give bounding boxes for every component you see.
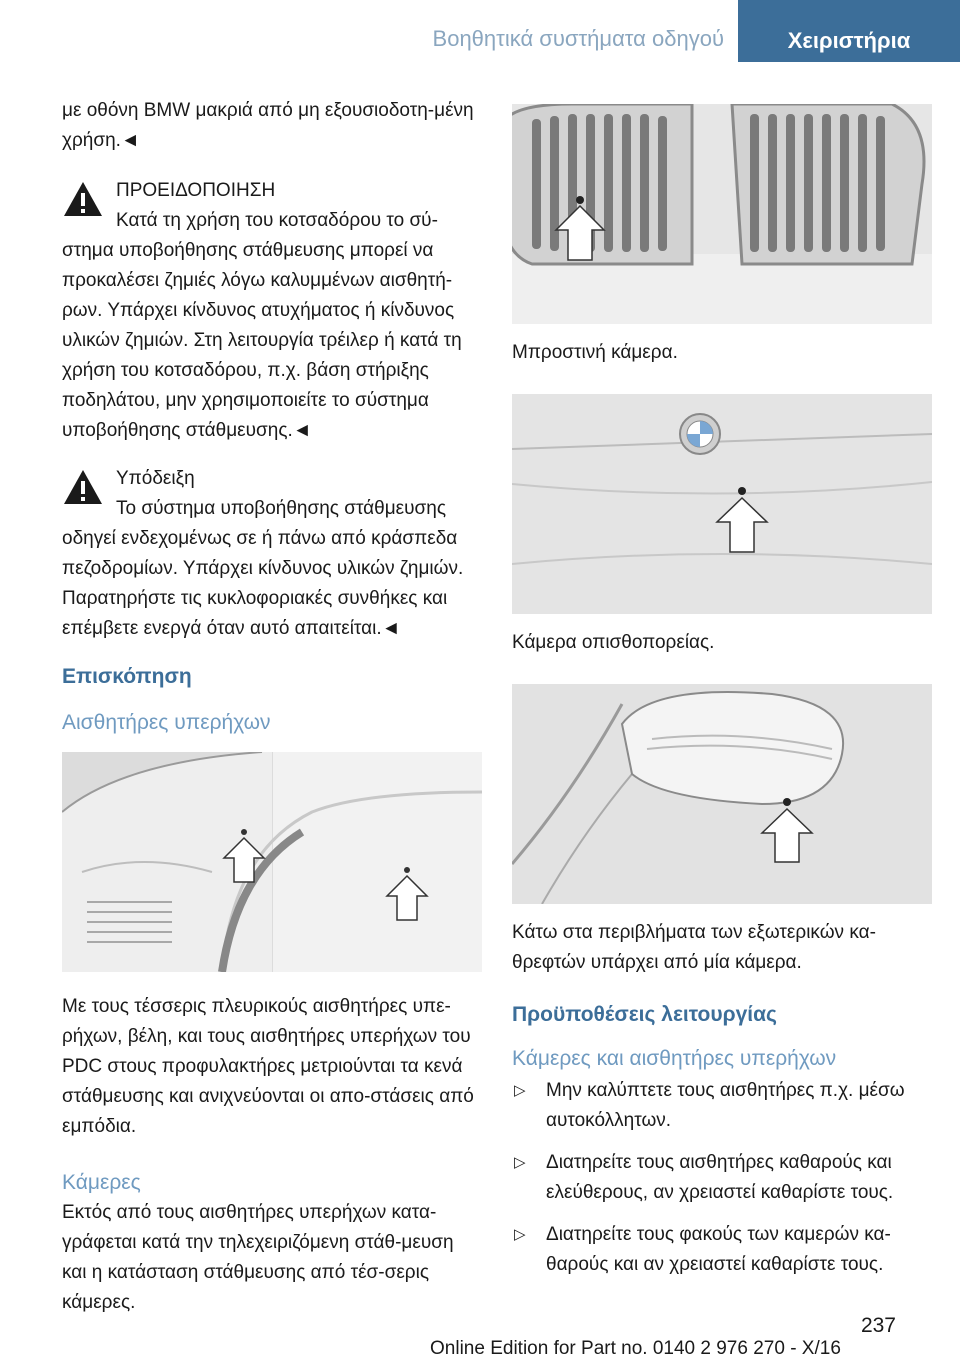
list-item — [512, 1220, 932, 1280]
heading-overview: Επισκόπηση — [62, 665, 192, 688]
warning-title: ΠΡΟΕΙΔΟΠΟΙΗΣΗ — [116, 180, 276, 201]
heading-cameras: Κάμερες — [62, 1171, 141, 1194]
list-item-text: Διατηρείτε τους φακούς των καμερών κα-θαρούς και αν χρειαστεί καθαρίστε τους. — [546, 1224, 891, 1275]
warning-box — [62, 176, 482, 446]
notice-box — [62, 464, 482, 644]
notice-title: Υπόδειξη — [116, 468, 195, 489]
figure-front-camera — [512, 104, 932, 324]
figure-mirror-camera — [512, 684, 932, 904]
rear-camera-illustration — [512, 394, 932, 614]
warning-text: στημα υποβοήθησης στάθμευσης μπορεί να προκαλέσει ζημιές λόγω καλυμμένων αισθητή-ρων. Υπάρχει κίνδυνος ατυχήματος ή κίνδυνος υλικών ζημιών. Στη λειτουργία τρέιλερ ή κατά τη χρήση του κοτσαδόρου, π.χ. βάση στήριξης ποδηλάτου, μην χρησιμοποιείτε το σύστημα υποβοήθησης στάθμευσης.◄ — [62, 240, 462, 441]
side-sensors-illustration — [62, 752, 482, 972]
list-item — [512, 1076, 932, 1136]
caption-mirror-camera: Κάτω στα περιβλήματα των εξωτερικών κα-θρεφτών υπάρχει από μία κάμερα. — [512, 922, 876, 973]
heading-ultrasonic-sensors: Αισθητήρες υπερήχων — [62, 711, 271, 734]
header-chapter-tab[interactable]: Χειριστήρια — [738, 0, 960, 62]
sensors-text: Με τους τέσσερις πλευρικούς αισθητήρες υπε-ρήχων, βέλη, και τους αισθητήρες υπερήχων του PDC στους προφυλακτήρες μετριούνται τα κενά στάθμευσης και ανιχνεύονται οι απο-στάσεις από εμπόδια. — [62, 996, 474, 1137]
caption-front-camera: Μπροστινή κάμερα. — [512, 342, 678, 363]
intro-text: με οθόνη BMW μακριά από μη εξουσιοδοτη-μένη χρήση.◄ — [62, 100, 474, 151]
figure-side-sensors — [62, 752, 482, 972]
heading-cameras-and-sensors: Κάμερες και αισθητήρες υπερήχων — [512, 1047, 837, 1070]
list-item-text: Μην καλύπτετε τους αισθητήρες π.χ. μέσω αυτοκόλλητων. — [546, 1080, 905, 1131]
warning-triangle-icon — [62, 468, 104, 506]
page-header — [0, 0, 960, 62]
front-camera-illustration — [512, 104, 932, 324]
figure-rear-camera — [512, 394, 932, 614]
mirror-camera-illustration — [512, 684, 932, 904]
heading-requirements: Προϋποθέσεις λειτουργίας — [512, 1003, 777, 1026]
notice-text: οδηγεί ενδεχομένως σε ή πάνω από κράσπεδα πεζοδρομίων. Υπάρχει κίνδυνος υλικών ζημιών. Παρατηρήστε τις κυκλοφοριακές συνθήκες και επέμβετε ενεργά όταν αυτό απαιτείται.◄ — [62, 528, 464, 639]
list-item-text: Διατηρείτε τους αισθητήρες καθαρούς και ελεύθερους, αν χρειαστεί καθαρίστε τους. — [546, 1152, 894, 1203]
right-column — [512, 104, 932, 1292]
triangle-bullet-icon: ▷ — [514, 1082, 526, 1099]
warning-line1: Κατά τη χρήση του κοτσαδόρου το σύ- — [116, 210, 438, 231]
caption-rear-camera: Κάμερα οπισθοπορείας. — [512, 632, 715, 653]
page-number: 237 — [860, 1314, 896, 1337]
notice-line1: Το σύστημα υποβοήθησης στάθμευσης — [116, 498, 446, 519]
header-section-title: Βοηθητικά συστήματα οδηγού — [432, 26, 724, 51]
triangle-bullet-icon: ▷ — [514, 1226, 526, 1243]
triangle-bullet-icon: ▷ — [514, 1154, 526, 1171]
requirements-list — [512, 1076, 932, 1280]
cameras-text: Εκτός από τους αισθητήρες υπερήχων κατα-γράφεται κατά την τηλεχειριζόμενη στάθ-μευση και η κατάσταση στάθμευσης από τέσ-σερις κάμερες. — [62, 1202, 454, 1313]
left-column — [62, 96, 482, 1318]
warning-triangle-icon — [62, 180, 104, 218]
list-item — [512, 1148, 932, 1208]
edition-text: Online Edition for Part no. 0140 2 976 270 - X/16 — [430, 1338, 841, 1359]
